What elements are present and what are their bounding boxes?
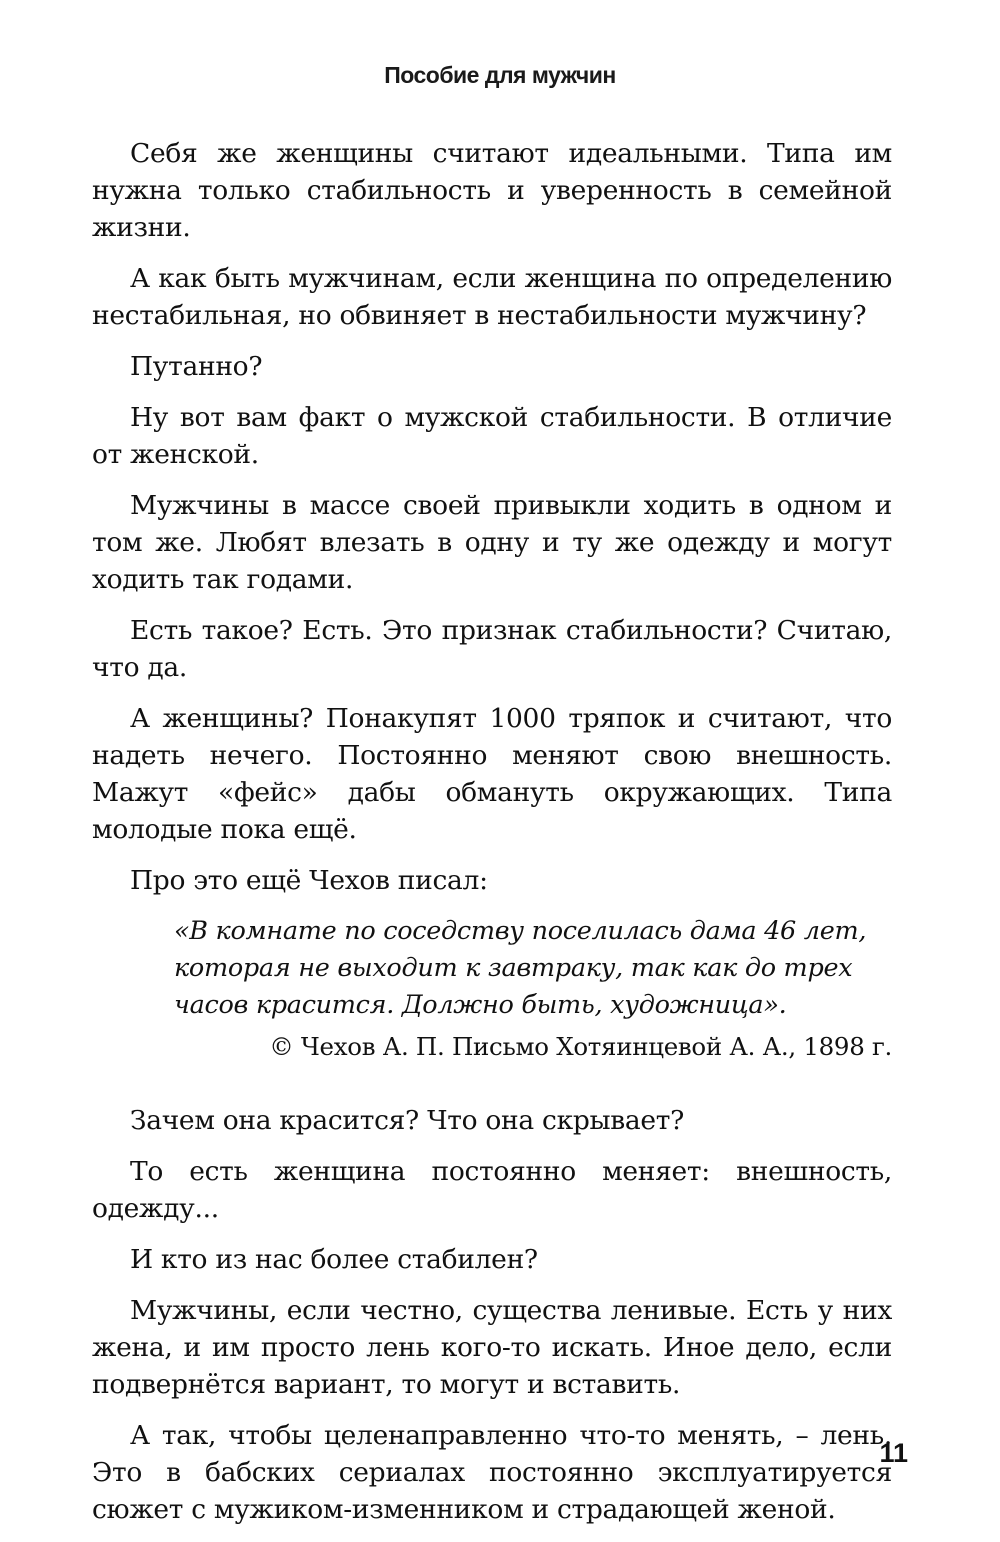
paragraph: Себя же женщины считают идеальными. Типа им нужна только стабильность и уверенность в семейной жизни. xyxy=(92,138,892,243)
paragraph: А так, чтобы целенаправленно что-то менять, – лень. Это в бабских сериалах постоянно эксплуатируется сюжет с мужиком-изменником и страдающей женой. xyxy=(92,1420,892,1525)
body-text xyxy=(92,135,892,1542)
paragraph: А женщины? Понакупят 1000 тряпок и считают, что надеть нечего. Постоянно меняют свою внешность. Мажут «фейс» дабы обмануть окружающих. Типа молодые пока ещё. xyxy=(92,703,892,845)
page-number: 11 xyxy=(879,1438,908,1468)
paragraph: Путанно? xyxy=(130,351,263,382)
running-title: Пособие для мужчин xyxy=(384,62,616,88)
paragraph: Ну вот вам факт о мужской стабильности. В отличие от женской. xyxy=(92,402,892,470)
quote-citation: © Чехов А. П. Письмо Хотяинцевой А. А., 1898 г. xyxy=(269,1032,892,1061)
paragraph: И кто из нас более стабилен? xyxy=(130,1244,538,1275)
paragraph: А как быть мужчинам, если женщина по определению нестабильная, но обвиняет в нестабильности мужчину? xyxy=(92,263,892,331)
paragraph: То есть женщина постоянно меняет: внешность, одежду... xyxy=(92,1156,892,1224)
paragraph: Мужчины, если честно, существа ленивые. Есть у них жена, и им просто лень кого-то искать. Иное дело, если подвернётся вариант, то могут и вставить. xyxy=(92,1295,892,1400)
paragraph: Про это ещё Чехов писал: xyxy=(130,865,488,896)
chekhov-quote: «В комнате по соседству поселилась дама 46 лет, которая не выходит к завтраку, так как до трех часов красится. Должно быть, художница». xyxy=(174,916,867,1020)
paragraph: Есть такое? Есть. Это признак стабильности? Считаю, что да. xyxy=(92,615,892,683)
paragraph: Зачем она красится? Что она скрывает? xyxy=(130,1105,685,1136)
paragraph: Мужчины в массе своей привыкли ходить в одном и том же. Любят влезать в одну и ту же одежду и могут ходить так годами. xyxy=(92,490,892,595)
